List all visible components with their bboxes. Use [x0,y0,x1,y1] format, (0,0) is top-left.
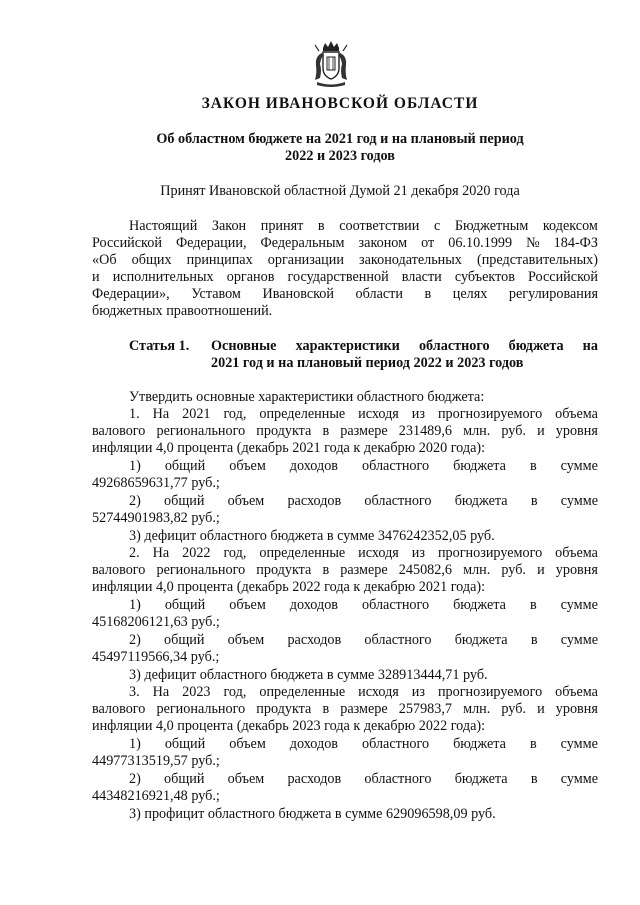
word: в [530,493,538,509]
word: валового [92,423,146,439]
word: доходов [289,458,339,474]
word: в [322,423,330,439]
word: общий [164,771,205,787]
word: руб. [501,562,526,578]
list-item [129,597,598,614]
word: расходов [287,771,342,787]
word: Федерации, [175,235,247,251]
list-item [129,632,598,649]
paragraph-line: инфляции 4,0 процента (декабрь 2021 года к декабрю 2020 года): [92,440,486,456]
word: общих [131,252,172,268]
word: Основные [211,338,277,354]
word: расходов [287,632,342,648]
law-subtitle-line-2: 2022 и 2023 годов [285,148,395,164]
word: Федеральным [260,235,345,251]
word: определенные [259,684,346,700]
ivanovo-coat-of-arms-icon [311,40,351,88]
word: объем [227,771,265,787]
word: руб. [501,701,526,717]
word: на [582,338,598,354]
preamble-line [92,286,598,303]
word: прогнозируемого [437,406,543,422]
word: Закон [211,218,247,234]
word: в [317,218,325,234]
list-item [129,771,598,788]
word: уровня [555,701,598,717]
amount-value: 45497119566,34 руб.; [92,649,220,665]
word: общий [164,632,205,648]
paragraph-line: инфляции 4,0 процента (декабрь 2023 года к декабрю 2022 года): [92,718,486,734]
word: областного [418,338,490,354]
word: из [411,406,425,422]
amount-value: 52744901983,82 руб.; [92,510,220,526]
word: принят [260,218,304,234]
word: в [424,286,432,302]
word: в [530,632,538,648]
word: № [526,235,540,251]
word: 2021 [182,406,211,422]
word: 06.10.1999 [448,235,513,251]
word: продукта [256,562,312,578]
word: 1) [129,458,141,474]
list-item: 3) дефицит областного бюджета в сумме 328913444,71 руб. [129,667,488,683]
word: органов [226,269,275,285]
word: 2023 [182,684,211,700]
word: определенные [259,545,346,561]
word: На [152,406,170,422]
word: законодательных [359,252,462,268]
word: размере [340,701,388,717]
word: общий [164,458,206,474]
word: объем [227,493,265,509]
word: сумме [560,632,598,648]
word: год, [223,545,247,561]
word: валового [92,701,146,717]
preamble-line [92,269,598,286]
word: характеристики [295,338,400,354]
paragraph-line [129,684,598,701]
preamble-line [92,252,598,269]
word: 2022 [182,545,211,561]
word: бюджета [454,632,508,648]
article-intro: Утвердить основные характеристики областного бюджета: [129,389,485,405]
preamble-line: бюджетных правоотношений. [92,303,273,319]
word: сумме [560,736,598,752]
word: и [537,701,545,717]
word: 257983,7 [398,701,452,717]
word: бюджета [453,736,506,752]
word: объема [555,545,598,561]
word: области [355,286,403,302]
word: Российской [528,269,598,285]
word: областного [364,771,432,787]
word: с [433,218,441,234]
word: уровня [555,562,598,578]
word: 2) [129,771,141,787]
word: 245082,6 [398,562,452,578]
word: в [529,597,537,613]
word: регионального [156,562,246,578]
word: Российской [92,235,162,251]
word: областного [364,632,432,648]
list-item [129,458,598,475]
word: в [529,736,537,752]
word: из [411,684,425,700]
preamble-line [92,235,598,252]
word: млн. [463,701,491,717]
article-heading-line: 2021 год и на плановый период 2022 и 2023 годов [211,355,524,371]
word: прогнозируемого [437,684,543,700]
word: соответствии [339,218,420,234]
word: принципах [186,252,253,268]
word: областного [362,597,430,613]
law-subtitle-line-1: Об областном бюджете на 2021 год и на плановый период [156,131,524,147]
word: размере [340,423,388,439]
amount-value: 49268659631,77 руб.; [92,475,220,491]
amount-value: 44348216921,48 руб.; [92,788,220,804]
word: доходов [289,597,339,613]
word: в [529,458,537,474]
word: субъектов [454,269,515,285]
word: в [322,562,330,578]
word: год, [223,684,247,700]
word: доходов [289,736,339,752]
paragraph-line: инфляции 4,0 процента (декабрь 2022 года к декабрю 2021 года): [92,579,486,595]
paragraph-line [92,562,598,579]
word: Настоящий [129,218,198,234]
word: определенные [259,406,346,422]
adoption-note: Принят Ивановской областной Думой 21 декабря 2020 года [160,183,520,199]
word: расходов [287,493,342,509]
word: размере [340,562,388,578]
word: общий [164,493,205,509]
word: 3. [129,684,140,700]
word: объема [555,406,598,422]
list-item [129,736,598,753]
word: 1) [129,736,141,752]
word: организации [267,252,344,268]
word: 231489,6 [398,423,452,439]
amount-value: 44977313519,57 руб.; [92,753,220,769]
word: 2) [129,632,141,648]
word: 184-ФЗ [553,235,598,251]
word: законом [358,235,408,251]
word: и [537,423,545,439]
word: власти [401,269,442,285]
word: бюджета [454,771,508,787]
word: в [530,771,538,787]
word: «Об [92,252,117,268]
word: целях [452,286,488,302]
word: кодексом [542,218,598,234]
word: 1. [129,406,140,422]
word: 2) [129,493,141,509]
word: государственной [287,269,389,285]
word: от [421,235,435,251]
word: исходя [358,545,399,561]
word: прогнозируемого [437,545,543,561]
word: руб. [501,423,526,439]
word: исполнительных [112,269,214,285]
word: объем [227,632,265,648]
word: из [411,545,425,561]
word: объема [555,684,598,700]
word: бюджета [453,458,506,474]
word: млн. [463,562,491,578]
list-item [129,493,598,510]
word: и [537,562,545,578]
word: объем [229,736,266,752]
word: общий [164,736,206,752]
word: областного [362,736,430,752]
word: Федерации», [92,286,170,302]
word: объем [229,458,266,474]
word: регионального [156,701,246,717]
word: 1) [129,597,141,613]
word: бюджета [454,493,508,509]
word: Ивановской [262,286,334,302]
article-label: Статья 1. [129,338,190,354]
word: Уставом [191,286,241,302]
word: 2. [129,545,140,561]
word: год, [223,406,247,422]
paragraph-line [129,545,598,562]
preamble-line [129,218,598,235]
word: продукта [256,423,312,439]
list-item: 3) дефицит областного бюджета в сумме 3476242352,05 руб. [129,528,495,544]
word: млн. [463,423,491,439]
law-title: ЗАКОН ИВАНОВСКОЙ ОБЛАСТИ [201,95,479,112]
amount-value: 45168206121,63 руб.; [92,614,220,630]
word: Бюджетным [454,218,529,234]
word: областного [362,458,430,474]
word: сумме [560,458,598,474]
word: На [152,684,170,700]
word: областного [364,493,432,509]
article-heading-line [211,338,598,355]
word: (представительных) [476,252,598,268]
word: На [152,545,170,561]
word: уровня [555,423,598,439]
word: бюджета [453,597,506,613]
word: продукта [256,701,312,717]
word: общий [164,597,206,613]
word: бюджета [508,338,564,354]
word: сумме [560,771,598,787]
word: исходя [358,684,399,700]
list-item: 3) профицит областного бюджета в сумме 629096598,09 руб. [129,806,496,822]
word: исходя [358,406,399,422]
paragraph-line [92,701,598,718]
word: сумме [560,597,598,613]
paragraph-line [92,423,598,440]
word: сумме [560,493,598,509]
word: валового [92,562,146,578]
word: регулирования [508,286,598,302]
word: регионального [156,423,246,439]
word: и [92,269,100,285]
word: в [322,701,330,717]
word: объем [229,597,266,613]
paragraph-line [129,406,598,423]
